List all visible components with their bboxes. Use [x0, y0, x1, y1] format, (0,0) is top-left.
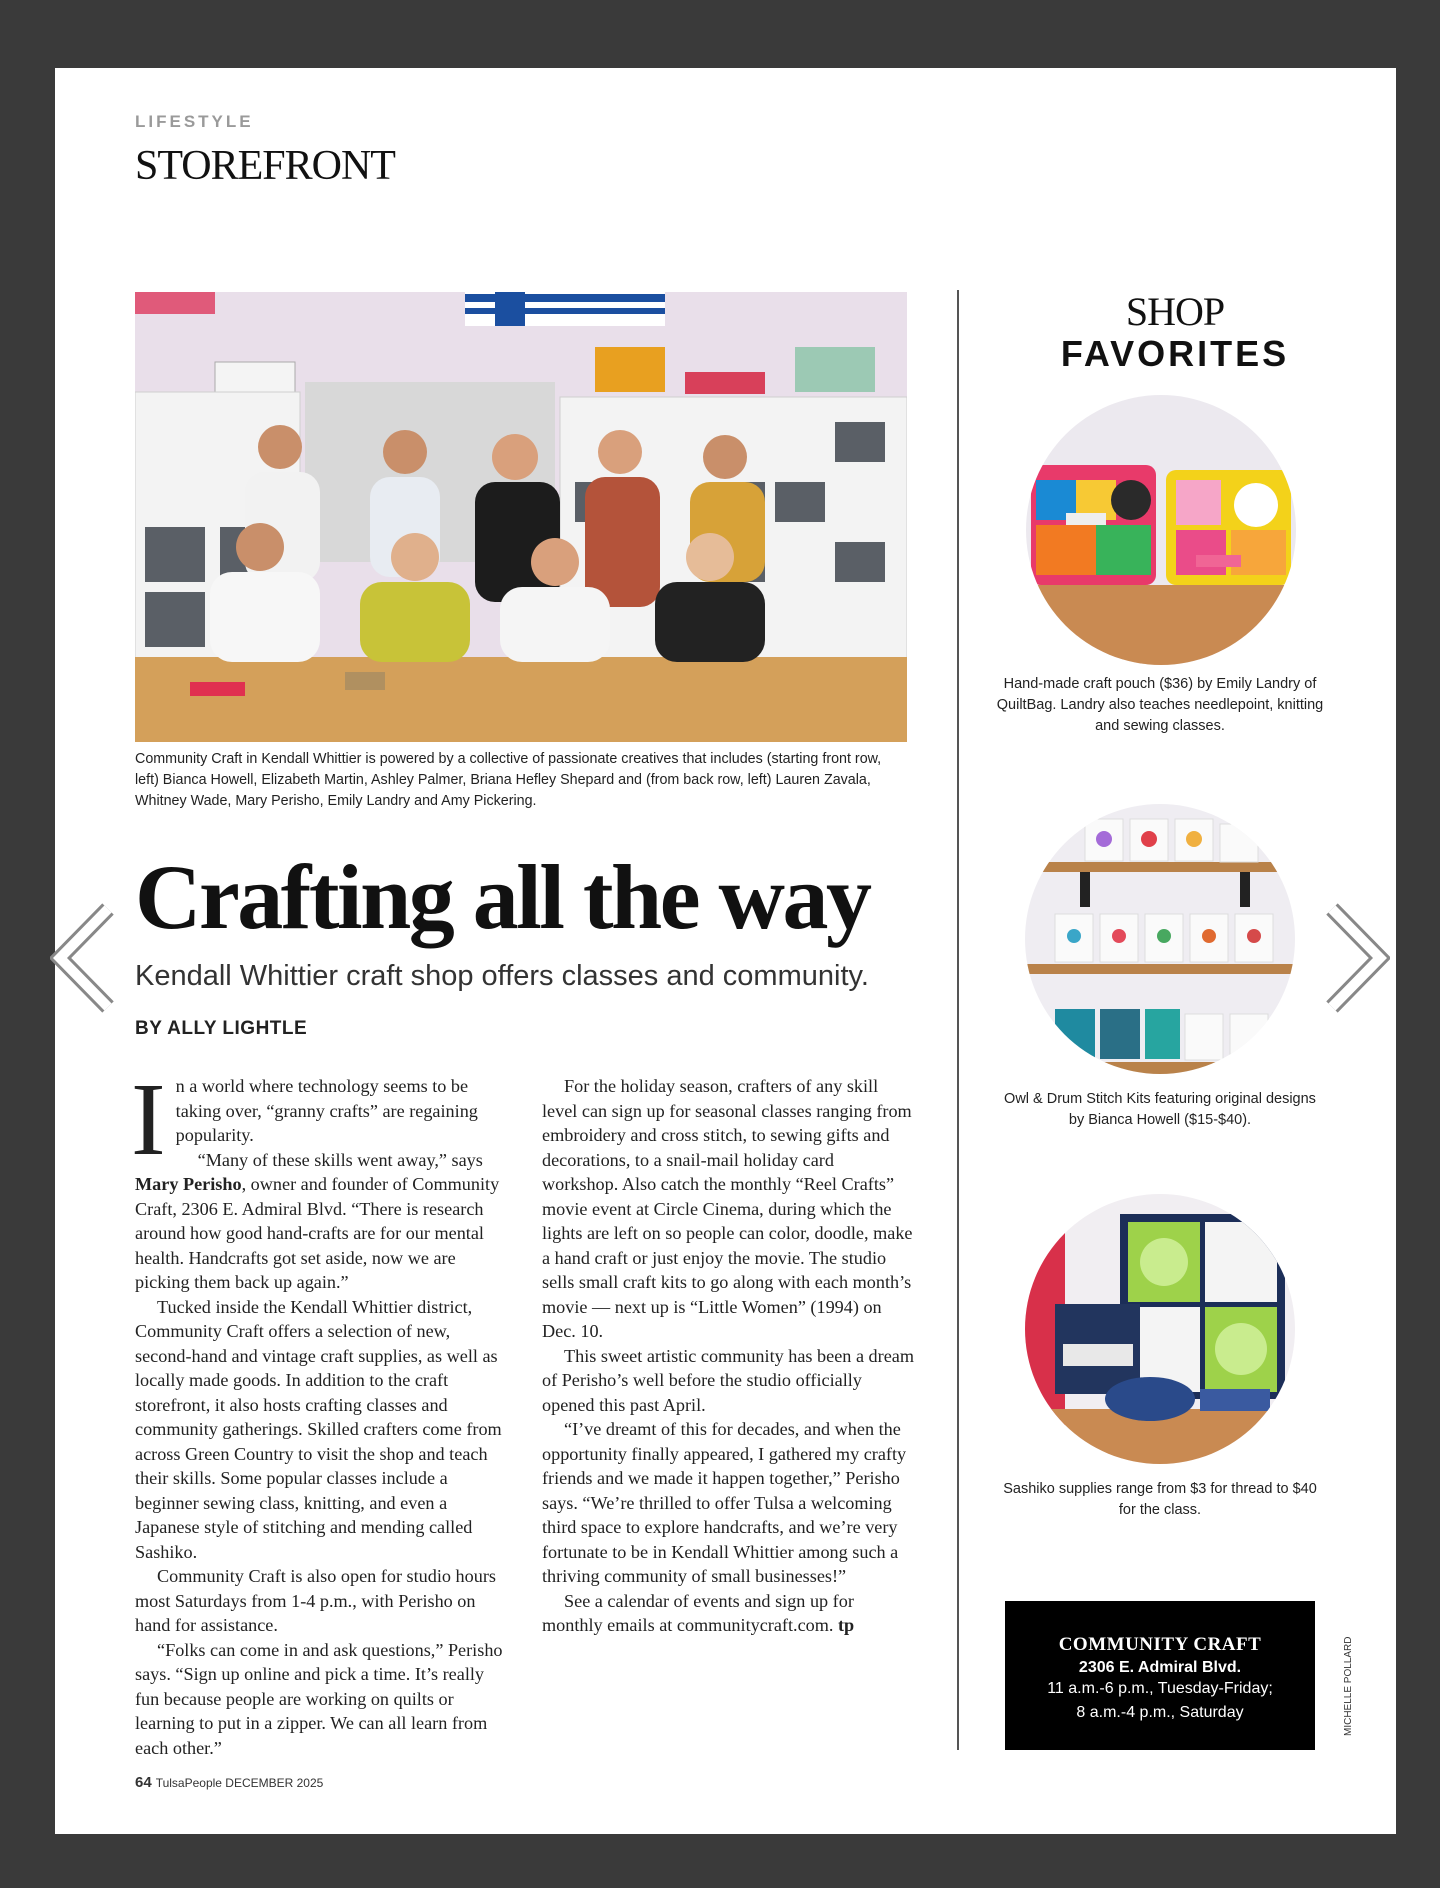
business-address: 2306 E. Admiral Blvd.: [1078, 1659, 1242, 1676]
business-hours-weekday: 11 a.m.-6 p.m., Tuesday-Friday;: [1047, 1680, 1273, 1697]
favorite-photo-sashiko: [1025, 1194, 1295, 1464]
sashiko-box-label: [1063, 1344, 1133, 1366]
main-photo: [135, 292, 907, 742]
sidebar-title-top: SHOP: [1125, 289, 1225, 334]
photo-caption: Community Craft in Kendall Whittier is powered by a collective of passionate creatives that includes (starting front row, left) Bianca Howell, Elizabeth Martin, Ashley Palmer, Briana Hefley Shepard and (from back row, left) Lauren Zavala, Whitney Wade, Mary Perisho, Emily Landry and Amy Pickering.: [135, 751, 882, 809]
headline: Crafting all the way: [135, 846, 870, 948]
pouch-label: [1066, 513, 1106, 525]
body-paragraph: For the holiday season, crafters of any skill level can sign up for seasonal classes ranging from embroidery and cross stitch, to sewing gifts and decorations, to a snail-mail holiday card workshop. Also catch the monthly “Reel Crafts” movie event at Circle Cinema, during which the lights are left on so people can color, doodle, make a hand craft or just enjoy the movie. The studio sells small craft kits to go along with each month’s movie — next up is “Little Women” (1994) on Dec. 10.: [542, 1076, 913, 1341]
previous-page-button[interactable]: [50, 903, 118, 1013]
next-page-button[interactable]: [1322, 903, 1390, 1013]
bold-name: Mary Perisho: [135, 1174, 242, 1194]
publication-line: TulsaPeople DECEMBER 2025: [155, 1776, 324, 1790]
body-text: , owner and founder of Community Craft, 2306 E. Admiral Blvd. “There is research around how good hand-crafts are for our mental health. Handcrafts got set aside, now we are picking them back up again.”: [135, 1174, 500, 1292]
business-name: COMMUNITY CRAFT: [1058, 1634, 1262, 1655]
body-text: See a calendar of events and sign up for monthly emails at communitycraft.com.: [542, 1590, 854, 1635]
photo-credit: MICHELLE POLLARD: [1343, 1636, 1354, 1736]
end-mark: tp: [837, 1615, 855, 1635]
favorite-caption: Sashiko supplies range from $3 for thread to $40 for the class.: [1003, 1481, 1317, 1518]
body-paragraph: This sweet artistic community has been a dream of Perisho’s well before the studio officially opened this past April.: [542, 1345, 915, 1415]
body-text: “Many of these skills went away,” says: [197, 1149, 483, 1170]
byline: BY ALLY LIGHTLE: [135, 1018, 308, 1039]
section-label: LIFESTYLE: [135, 112, 254, 131]
body-paragraph: “Folks can come in and ask questions,” Perisho says. “Sign up online and pick a time. It’s really fun because people are working on quilts or learning to put in a zipper. We can all learn from each other.”: [135, 1639, 503, 1758]
chevron-left-icon: [50, 903, 118, 1013]
body-column-right: [542, 1074, 914, 1638]
body-column-left: [131, 1062, 505, 1760]
chevron-right-icon: [1322, 903, 1390, 1013]
magazine-page: [55, 68, 1396, 1834]
business-hours-saturday: 8 a.m.-4 p.m., Saturday: [1076, 1704, 1244, 1721]
favorite-photo-pouch: [1026, 395, 1296, 665]
body-paragraph: [542, 1589, 914, 1638]
sidebar-title-bottom: FAVORITES: [1060, 333, 1290, 374]
dek: Kendall Whittier craft shop offers classes and community.: [135, 960, 869, 992]
body-text: n a world where technology seems to be taking over, “granny crafts” are regaining popularity.: [175, 1076, 478, 1145]
favorite-photo-stitch-kits: [1025, 804, 1295, 1074]
column-divider: [957, 290, 959, 1750]
sidebar-title: [1025, 288, 1325, 375]
favorite-caption: Owl & Drum Stitch Kits featuring original designs by Bianca Howell ($15-$40).: [1004, 1091, 1316, 1128]
business-info-box: [1005, 1601, 1315, 1750]
body-paragraph: [135, 1148, 505, 1295]
folio: [135, 1774, 323, 1791]
body-paragraph: “I’ve dreamt of this for decades, and when the opportunity finally appeared, I gathered my crafty friends and we made it happen together,” Perisho says. “We’re thrilled to offer Tulsa a welcoming third space to explore handcrafts, and we’re very fortunate to be in Kendall Whittier among such a thriving community of small businesses!”: [542, 1419, 907, 1586]
favorite-caption: Hand-made craft pouch ($36) by Emily Landry of QuiltBag. Landry also teaches needlepoint, knitting and sewing classes.: [996, 676, 1324, 734]
column-title: STOREFRONT: [135, 143, 395, 189]
page-number: 64: [135, 1774, 152, 1791]
drop-cap: I: [131, 1062, 166, 1177]
body-paragraph: Community Craft is also open for studio hours most Saturdays from 1-4 p.m., with Perisho on hand for assistance.: [135, 1566, 496, 1635]
body-paragraph: Tucked inside the Kendall Whittier district, Community Craft offers a selection of new, second-hand and vintage craft supplies, as well as locally made goods. In addition to the craft storefront, it also hosts crafting classes and community gatherings. Skilled crafters come from across Green Country to visit the shop and teach their skills. Some popular classes include a beginner sewing class, knitting, and even a Japanese style of stitching and mending called Sashiko.: [135, 1296, 502, 1562]
